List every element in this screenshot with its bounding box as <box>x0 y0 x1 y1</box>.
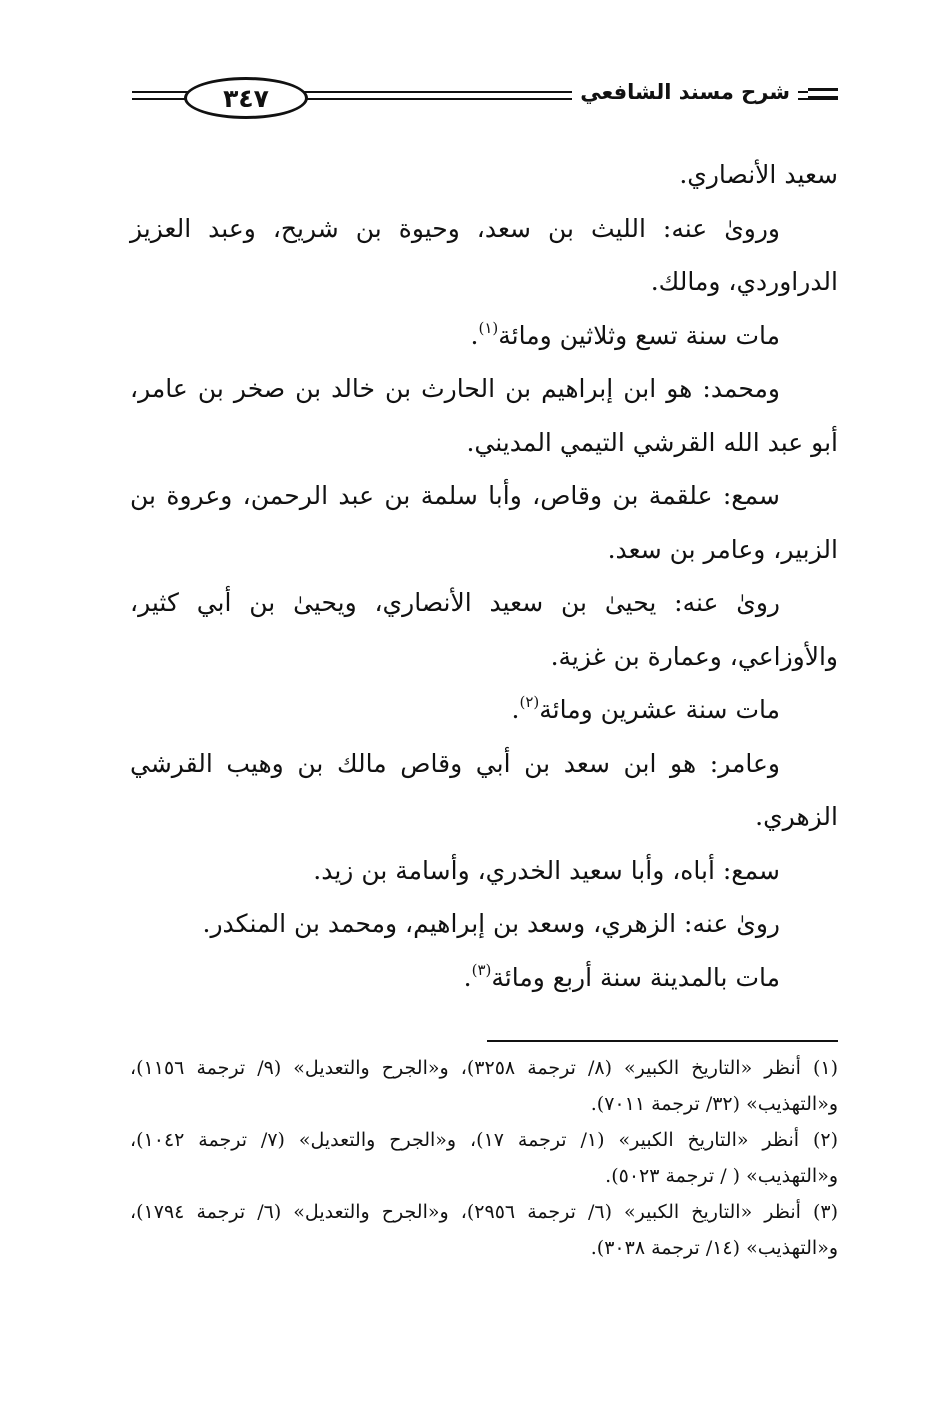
footnote: (٣) أنظر «التاريخ الكبير» (٦/ ترجمة ٢٩٥٦)، و«الجرح والتعديل» (٦/ ترجمة ١٧٩٤)، و«التهذيب» (١٤/ ترجمة ٣٠٣٨). <box>130 1201 839 1259</box>
paragraph: ومحمد: هو ابن إبراهيم بن الحارث بن خالد بن صخر بن عامر، أبو عبد الله القرشي التيمي المديني. <box>130 374 838 457</box>
running-header <box>132 60 838 130</box>
page-number: ٣٤٧ <box>184 77 308 119</box>
paragraph: سمع: أباه، وأبا سعيد الخدري، وأسامة بن زيد. <box>313 855 780 885</box>
paragraph-text: مات سنة تسع وثلاثين ومائة <box>498 320 780 350</box>
paragraph-text: مات بالمدينة سنة أربع ومائة <box>491 962 780 992</box>
period: . <box>470 320 479 350</box>
footnotes <box>130 1050 838 1266</box>
paragraph: روىٰ عنه: يحيىٰ بن سعيد الأنصاري، ويحيىٰ بن أبي كثير، والأوزاعي، وعمارة بن غزية. <box>130 588 838 671</box>
paragraph <box>130 951 838 1005</box>
running-title: شرح مسند الشافعي <box>572 74 798 110</box>
footnote: (٢) أنظر «التاريخ الكبير» (١/ ترجمة ١٧)، و«الجرح والتعديل» (٧/ ترجمة ١٠٤٢)، و«التهذيب» ( / ترجمة ٥٠٢٣). <box>130 1129 839 1187</box>
footnote-ref: (١) <box>478 318 499 337</box>
footnote-ref: (٣) <box>471 960 492 979</box>
footnote-ref: (٢) <box>519 693 540 711</box>
paragraph <box>130 683 838 737</box>
period: . <box>511 695 520 724</box>
paragraph: روىٰ عنه: الزهري، وسعد بن إبراهيم، ومحمد بن المنكدر. <box>202 909 780 938</box>
paragraph: سمع: علقمة بن وقاص، وأبا سلمة بن عبد الرحمن، وعروة بن الزبير، وعامر بن سعد. <box>130 481 838 564</box>
footnote: (١) أنظر «التاريخ الكبير» (٨/ ترجمة ٣٢٥٨)، و«الجرح والتعديل» (٩/ ترجمة ١١٥٦)، و«التهذيب» (٣٢/ ترجمة ٧٠١١). <box>130 1057 839 1115</box>
period: . <box>463 962 472 992</box>
main-text <box>130 148 838 1004</box>
header-dash-ornament <box>808 88 838 98</box>
paragraph <box>130 309 838 363</box>
footnote-separator <box>487 1040 838 1042</box>
paragraph: وعامر: هو ابن سعد بن أبي وقاص مالك بن وهيب القرشي الزهري. <box>130 748 838 831</box>
paragraph: سعيد الأنصاري. <box>679 160 838 189</box>
paragraph-text: مات سنة عشرين ومائة <box>539 695 780 724</box>
paragraph: وروىٰ عنه: الليث بن سعد، وحيوة بن شريح، وعبد العزيز الدراوردي، ومالك. <box>130 213 838 296</box>
